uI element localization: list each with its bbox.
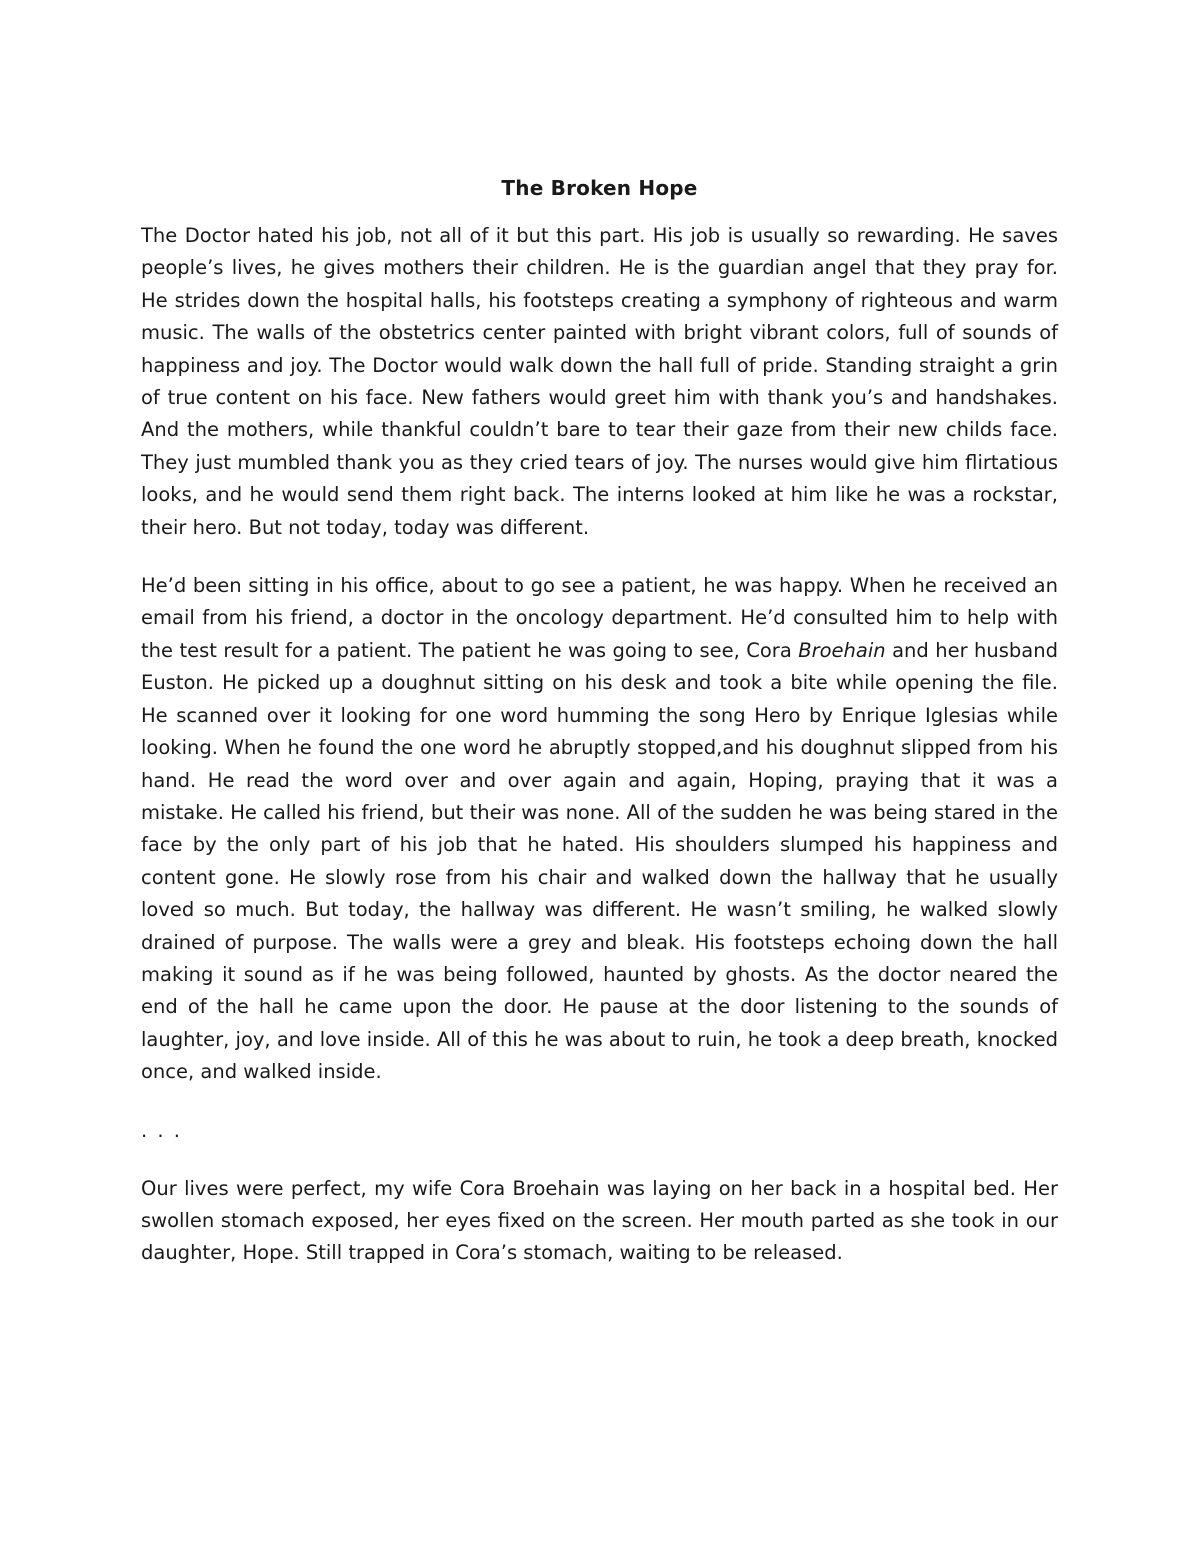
document-title: The Broken Hope <box>501 176 698 200</box>
paragraph-2-italic-name: Broehain <box>798 638 886 662</box>
paragraph-2-text-end: and her husband Euston. He picked up a doughnut sitting on his desk and took a bite while opening the file. He scanned over it looking for one word humming the song Hero by Enrique Iglesias while looking. When he found the one word he abruptly stopped,and his doughnut slipped from his hand. He read the word over and over again and again, Hoping, praying that it was a mistake. He called his friend, but their was none. All of the sudden he was being stared in the face by the only part of his job that he hated. His shoulders slumped his happiness and content gone. He slowly rose from his chair and walked down the hallway that he usually loved so much. But today, the hallway was different. He wasn’t smiling, he walked slowly drained of purpose. The walls were a grey and bleak. His footsteps echoing down the hall making it sound as if he was being followed, haunted by ghosts. As the doctor neared the end of the hall he came upon the door. He pause at the door listening to the sounds of laughter, joy, and love inside. All of this he was about to ruin, he took a deep breath, knocked once, and walked inside. <box>141 638 1058 1084</box>
paragraph-1: The Doctor hated his job, not all of it but this part. His job is usually so rewarding. He saves people’s lives, he gives mothers their children. He is the guardian angel that they pray for. He strides down the hospital halls, his footsteps creating a symphony of righteous and warm music. The walls of the obstetrics center painted with bright vibrant colors, full of sounds of happiness and joy. The Doctor would walk down the hall full of pride. Standing straight a grin of true content on his face. New fathers would greet him with thank you’s and handshakes. And the mothers, while thankful couldn’t bare to tear their gaze from their new childs face. They just mumbled thank you as they cried tears of joy. The nurses would give him flirtatious looks, and he would send them right back. The interns looked at him like he was a rockstar, their hero. But not today, today was different. <box>141 224 1058 539</box>
document-body <box>141 172 1058 1296</box>
paragraph-2-text-start: He’d been sitting in his office, about to go see a patient, he was happy. When he received an email from his friend, a doctor in the oncology department. He’d consulted him to help with the test result for a patient. The patient he was going to see, Cora <box>141 574 1058 662</box>
section-separator: . . . <box>141 1118 182 1142</box>
paragraph-3: Our lives were perfect, my wife Cora Broehain was laying on her back in a hospital bed. Her swollen stomach exposed, her eyes fixed on the screen. Her mouth parted as she took in our daughter, Hope. Still trapped in Cora’s stomach, waiting to be released. <box>141 1176 1058 1265</box>
paragraph-2 <box>141 570 1058 1089</box>
